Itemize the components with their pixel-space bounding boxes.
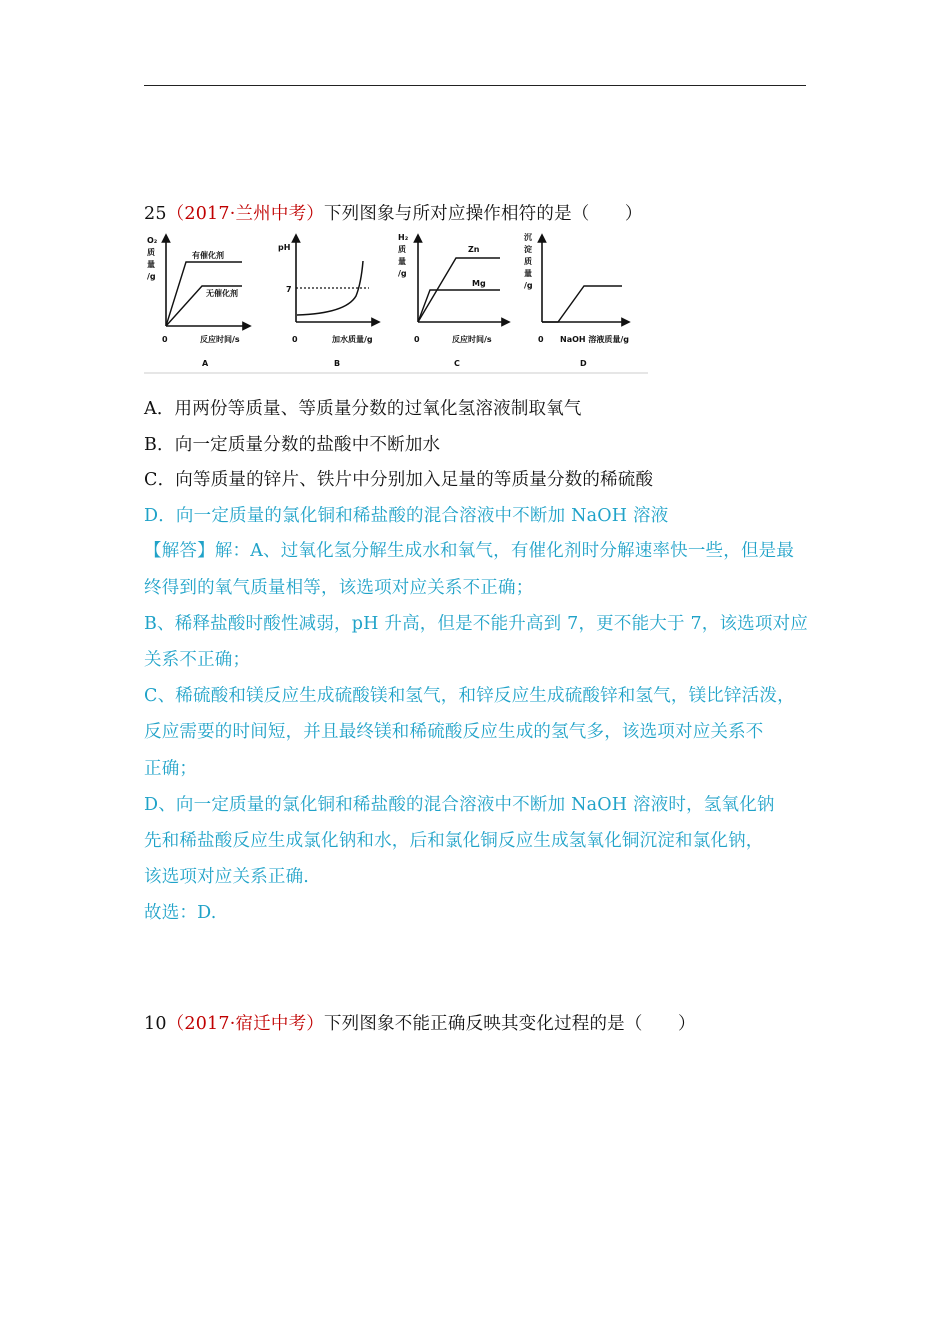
- graphs-svg: [144, 228, 648, 374]
- answer-line-5: C、稀硫酸和镁反应生成硫酸镁和氢气，和锌反应生成硫酸锌和氢气，镁比锌活泼，: [144, 686, 795, 706]
- graph-a-label-no-catalyst: 无催化剂: [206, 289, 238, 298]
- answer-line-9: 先和稀盐酸反应生成氯化钠和水，后和氯化铜反应生成氢氧化铜沉淀和氯化钠，: [144, 831, 764, 851]
- graph-d-xlabel: NaOH 溶液质量/g: [560, 335, 630, 344]
- graph-c-ylabel-3: 量: [398, 257, 406, 266]
- header-rule: [144, 85, 806, 86]
- graph-c: [398, 233, 506, 368]
- question-stem: 下列图象不能正确反映其变化过程的是（ ）: [323, 1014, 696, 1034]
- graph-b-origin: 0: [292, 335, 298, 344]
- graph-c-curve-mg: [418, 290, 500, 322]
- graph-d-ylabel-4: 量: [524, 269, 532, 278]
- graph-c-ylabel-1: H₂: [398, 233, 409, 242]
- graph-a-xlabel: 反应时间/s: [200, 335, 240, 344]
- graph-c-label-mg: Mg: [472, 279, 486, 288]
- graph-a-ylabel-1: O₂: [147, 236, 158, 245]
- graph-a: [147, 236, 247, 368]
- graph-d-origin: 0: [538, 335, 544, 344]
- graph-d-ylabel-1: 沉: [524, 233, 532, 242]
- graph-b: [278, 238, 376, 368]
- graph-a-ylabel-4: /g: [147, 272, 156, 281]
- graph-c-origin: 0: [414, 335, 420, 344]
- graph-d-ylabel-5: /g: [524, 281, 533, 290]
- answer-line-8: D、向一定质量的氯化铜和稀盐酸的混合溶液中不断加 NaOH 溶液时，氢氧化钠: [144, 795, 775, 815]
- graph-d-ylabel-3: 质: [524, 257, 532, 266]
- question-number: 10: [144, 1014, 167, 1034]
- graph-b-tick-7: 7: [286, 285, 292, 294]
- graph-a-origin: 0: [162, 335, 168, 344]
- answer-line-7: 正确；: [144, 759, 198, 779]
- graph-c-ylabel-4: /g: [398, 269, 407, 278]
- graphs-figure: [144, 228, 648, 374]
- question-source: （2017·宿迁中考）: [166, 1014, 324, 1034]
- graph-b-caption: B: [334, 359, 341, 368]
- graph-d-ylabel-2: 淀: [524, 245, 532, 254]
- answer-text-1: 解：A、过氧化氢分解生成水和氧气，有催化剂时分解速率快一些，但是最: [214, 541, 795, 561]
- graph-c-xlabel: 反应时间/s: [452, 335, 492, 344]
- graph-d-caption: D: [580, 359, 587, 368]
- graph-c-label-zn: Zn: [468, 245, 480, 254]
- graph-a-ylabel-3: 量: [147, 260, 155, 269]
- question-10: [144, 1010, 696, 1035]
- graph-c-caption: C: [454, 359, 460, 368]
- answer-line-2: 终得到的氧气质量相等，该选项对应关系不正确；: [144, 578, 534, 598]
- graph-b-ylabel: pH: [278, 243, 291, 252]
- graph-d-curve: [542, 286, 622, 322]
- option-b: B．向一定质量分数的盐酸中不断加水: [144, 435, 441, 455]
- answer-line-11: 故选：D.: [144, 903, 217, 923]
- graph-a-ylabel-2: 质: [147, 248, 155, 257]
- question-25: [144, 200, 643, 225]
- answer-line-4: 关系不正确；: [144, 650, 251, 670]
- answer-line-1: [144, 537, 794, 562]
- answer-line-3: B、稀释盐酸时酸性减弱，pH 升高，但是不能升高到 7，更不能大于 7，该选项对应: [144, 614, 808, 634]
- graph-a-caption: A: [202, 359, 209, 368]
- graph-b-xlabel: 加水质量/g: [332, 335, 373, 344]
- graph-a-label-catalyst: 有催化剂: [192, 251, 224, 260]
- question-stem: 下列图象与所对应操作相符的是（ ）: [323, 204, 643, 224]
- answer-line-6: 反应需要的时间短，并且最终镁和稀硫酸反应生成的氢气多，该选项对应关系不: [144, 722, 764, 742]
- graph-c-ylabel-2: 质: [398, 245, 406, 254]
- question-source: （2017·兰州中考）: [166, 204, 324, 224]
- answer-tag: 【解答】: [144, 541, 215, 561]
- graph-d: [524, 232, 629, 368]
- answer-line-10: 该选项对应关系正确.: [144, 867, 310, 887]
- option-a: A．用两份等质量、等质量分数的过氧化氢溶液制取氧气: [144, 399, 582, 419]
- question-number: 25: [144, 204, 167, 224]
- option-c: C．向等质量的锌片、铁片中分别加入足量的等质量分数的稀硫酸: [144, 470, 654, 490]
- option-d: D．向一定质量的氯化铜和稀盐酸的混合溶液中不断加 NaOH 溶液: [144, 506, 669, 526]
